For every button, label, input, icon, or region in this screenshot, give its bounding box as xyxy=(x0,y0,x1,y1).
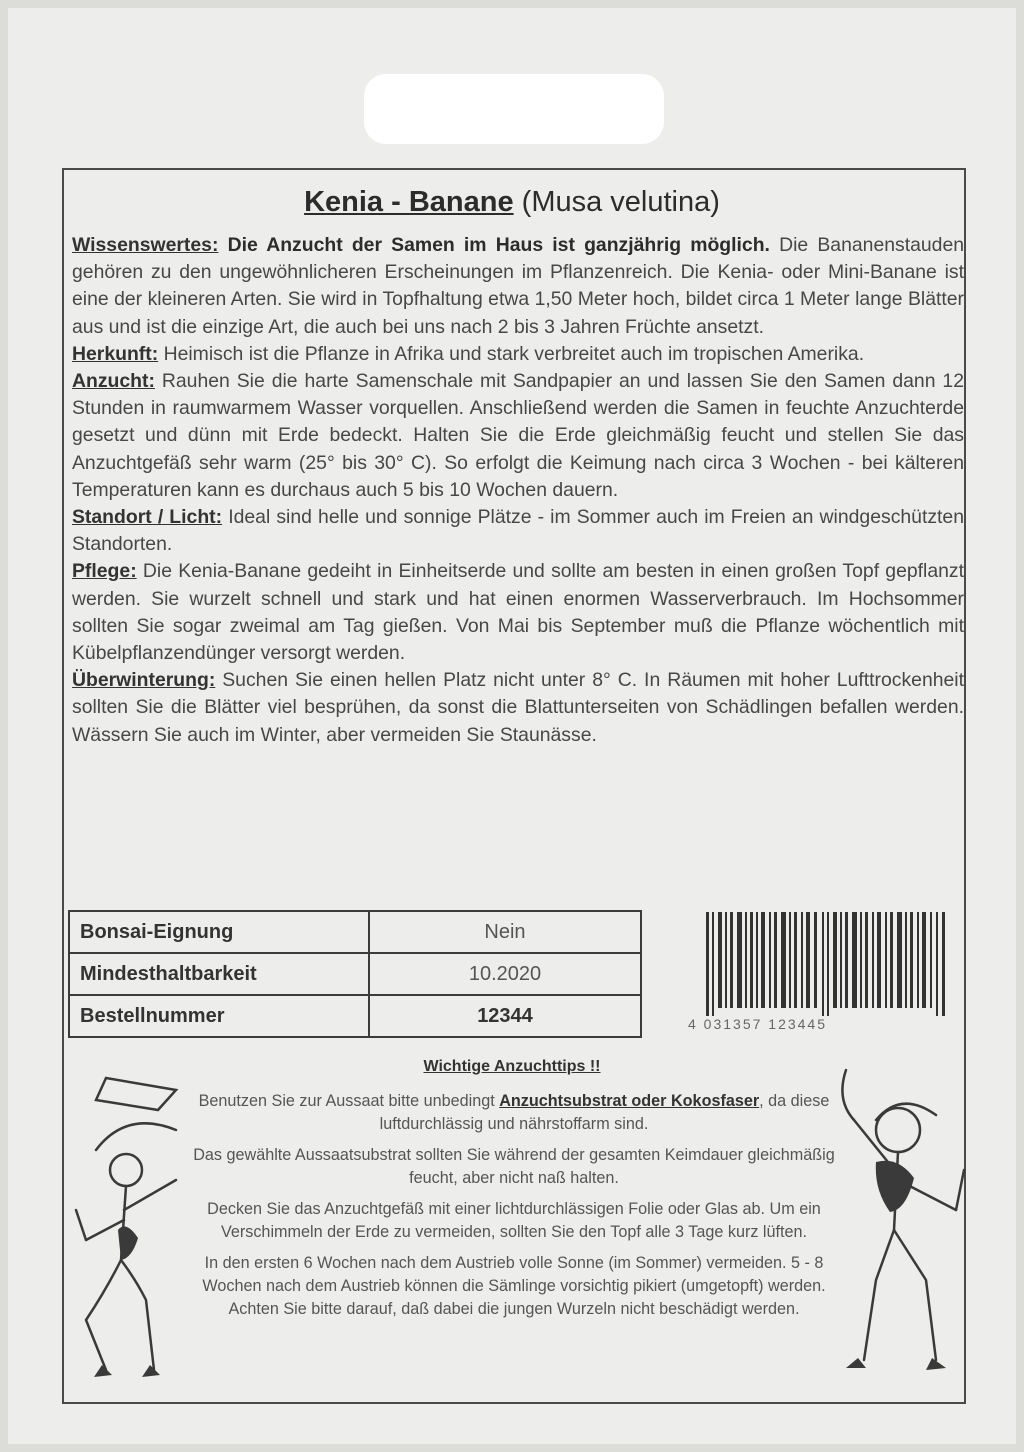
tip-paragraph xyxy=(184,1090,844,1136)
barcode xyxy=(688,912,946,1036)
row-value: 12344 xyxy=(369,995,641,1037)
row-value: 10.2020 xyxy=(369,953,641,995)
section-heading: Anzucht: xyxy=(72,370,155,393)
tip-paragraph: Decken Sie das Anzuchtgefäß mit einer lichtdurchlässigen Folie oder Glas ab. Um ein Verschimmeln der Erde zu vermeiden, sollten Sie den Topf alle 3 Tage kurz lüften. xyxy=(207,1200,821,1241)
barcode-bars xyxy=(706,912,946,1016)
section-heading: Standort / Licht: xyxy=(72,506,223,529)
title-main: Kenia - Banane xyxy=(304,186,514,218)
tip-paragraph: In den ersten 6 Wochen nach dem Austrieb volle Sonne (im Sommer) vermeiden. 5 - 8 Wochen nach dem Austrieb können die Sämlinge vorsichtig pikiert (umgetopft) werden. Achten Sie bitte darauf, daß dabei die jungen Wurzeln nicht beschädigt werden. xyxy=(202,1254,826,1318)
section-heading: Pflege: xyxy=(72,560,137,583)
section-herkunft xyxy=(72,341,964,368)
title-latin: (Musa velutina) xyxy=(521,186,720,218)
table-row xyxy=(69,995,641,1037)
section-standort xyxy=(72,504,964,558)
tip-highlight: Anzuchtsubstrat oder Kokosfaser xyxy=(499,1092,760,1110)
tip-text: Benutzen Sie zur Aussaat bitte unbedingt xyxy=(198,1092,495,1110)
section-text: Suchen Sie einen hellen Platz nicht unter 8° C. In Räumen mit hoher Lufttrockenheit sollten Sie die Blätter viel besprühen, da sonst die Blattunterseiten von Schädlingen befallen werden. Wässern Sie auch im Winter, aber vermeiden Sie Staunässe. xyxy=(72,669,964,746)
page-title xyxy=(0,186,1024,219)
gardener-left-illustration xyxy=(66,1070,216,1380)
description-body xyxy=(72,232,964,749)
tips-body xyxy=(184,1090,844,1329)
tips-title: Wichtige Anzuchttips !! xyxy=(423,1058,601,1075)
section-text: Rauhen Sie die harte Samenschale mit Sandpapier an und lassen Sie den Samen dann 12 Stunden in raumwarmem Wasser vorquellen. Anschließend werden die Samen in feuchte Anzuchterde gesetzt und dünn mit Erde bedeckt. Halten Sie die Erde gleichmäßig feucht und stellen Sie das Anzuchtgefäß sehr warm (25° bis 30° C). So erfolgt die Keimung nach circa 3 Wochen - bei kälteren Temperaturen kann es durchaus auch 5 bis 10 Wochen dauern. xyxy=(72,370,964,501)
section-heading: Überwinterung: xyxy=(72,669,216,692)
tip-text: , da diese luftdurchlässig und nährstoffarm sind. xyxy=(379,1092,830,1133)
section-heading: Wissenswertes: xyxy=(72,234,219,256)
table-row xyxy=(69,953,641,995)
barcode-digits: 4 031357 123445 xyxy=(688,1016,827,1032)
section-heading: Herkunft: xyxy=(72,342,159,365)
section-text: Die Kenia-Banane gedeiht in Einheitserde und sollte am besten in einen großen Topf gepflanzt werden. Sie wurzelt schnell und stark und hat einen enormen Wasserverbrauch. Im Hochsommer sollten Sie sogar zweimal am Tag gießen. Von Mai bis September muß die Pflanze wöchentlich mit Kübelpflanzendünger versorgt werden. xyxy=(72,560,965,665)
section-anzucht xyxy=(72,368,964,504)
hang-hole xyxy=(364,74,664,144)
tip-paragraph: Das gewählte Aussaatsubstrat sollten Sie während der gesamten Keimdauer gleichmäßig feucht, aber nicht naß halten. xyxy=(193,1146,835,1187)
gardener-right-illustration xyxy=(806,1060,976,1380)
section-ueberwinterung xyxy=(72,667,964,749)
section-text: Heimisch ist die Pflanze in Afrika und stark verbreitet auch im tropischen Amerika. xyxy=(163,342,865,365)
row-label: Mindesthaltbarkeit xyxy=(69,953,369,995)
info-table xyxy=(68,910,642,1038)
section-text: Ideal sind helle und sonnige Plätze - im Sommer auch im Freien an windgeschützten Standorten. xyxy=(72,506,964,556)
section-wissenswertes xyxy=(72,232,964,341)
table-row xyxy=(69,911,641,953)
row-label: Bonsai-Eignung xyxy=(69,911,369,953)
section-pflege xyxy=(72,558,964,667)
section-text: Die Bananenstauden gehören zu den ungewöhnlicheren Erscheinungen im Pflanzenreich. Die Kenia- oder Mini-Banane ist eine der kleineren Arten. Sie wird in Topfhaltung etwa 1,50 Meter hoch, bildet circa 1 Meter lange Blätter aus und ist die einzige Art, die auch bei uns nach 2 bis 3 Jahren Früchte ansetzt. xyxy=(72,234,965,338)
row-value: Nein xyxy=(369,911,641,953)
row-label: Bestellnummer xyxy=(69,995,369,1037)
section-lead: Die Anzucht der Samen im Haus ist ganzjährig möglich. xyxy=(227,234,770,256)
